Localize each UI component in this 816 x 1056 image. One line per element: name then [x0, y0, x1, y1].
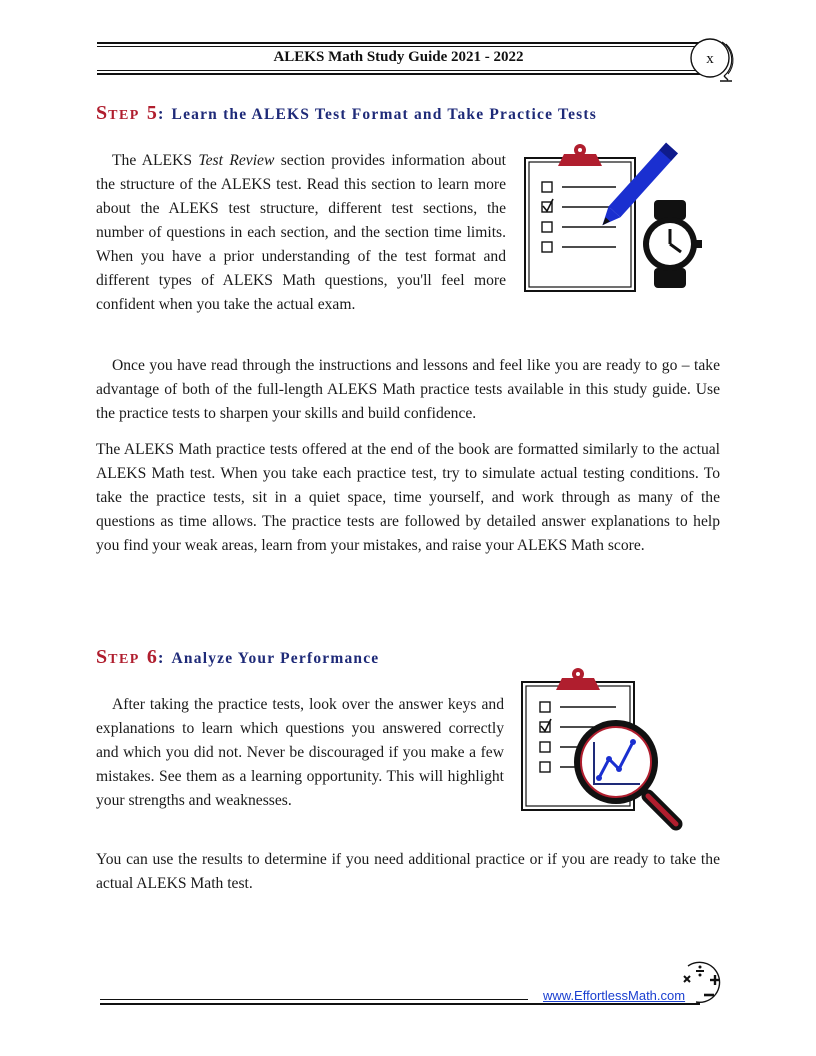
paragraph-text: section provides information about the structure of the ALEKS test. Read this section to learn more about the ALEKS test structure, different test sections, the number of questions in each section, and the section time limits. When you have a prior understanding of the test format and different types of ALEKS Math questions, you'll feel more confident when you take the actual exam.	[96, 152, 507, 313]
paragraph-emphasis: Test Review	[198, 152, 275, 169]
step-title: Learn the ALEKS Test Format and Take Practice Tests	[171, 106, 598, 123]
step-colon: :	[157, 648, 165, 667]
clipboard-pencil-watch-icon	[520, 140, 705, 292]
step-6-heading	[96, 643, 379, 670]
step-label-rest: TEP	[108, 652, 140, 667]
step-5-heading	[96, 99, 597, 126]
header-rule-bottom-thick	[97, 73, 700, 75]
header-title: ALEKS Math Study Guide 2021 - 2022	[273, 49, 524, 65]
step-5-paragraph-1	[96, 149, 506, 317]
header-rule-bottom	[97, 70, 700, 71]
clipboard-magnifier-chart-icon	[518, 664, 688, 836]
step-label-initial: S	[96, 646, 109, 668]
step-number: 6	[146, 646, 158, 668]
header-rule-top	[97, 42, 700, 44]
step-label-rest: TEP	[108, 108, 140, 123]
footer-rule-top	[100, 999, 528, 1000]
step-number: 5	[146, 102, 158, 124]
page-number: x	[706, 51, 714, 67]
step-6-paragraph-1: After taking the practice tests, look over the answer keys and explanations to learn which questions you answered correctly and which you did not. Never be discouraged if you make a few mistakes. See them as a learning opportunity. This will highlight your strengths and weaknesses.	[96, 696, 504, 809]
footer-website-link[interactable]: www.EffortlessMath.com	[543, 988, 686, 1003]
step-label-initial: S	[96, 102, 109, 124]
step-6-paragraph-2: You can use the results to determine if you need additional practice or if you are ready to take the actual ALEKS Math test.	[96, 851, 720, 892]
header-rule-top-thin	[97, 46, 700, 47]
step-5-paragraph-2: Once you have read through the instructions and lessons and feel like you are ready to go – take advantage of both of the full-length ALEKS Math practice tests available in this study guide. Use the practice tests to sharpen your skills and build confidence.	[96, 357, 720, 422]
step-colon: :	[157, 104, 165, 123]
paragraph-text: The ALEKS	[112, 152, 199, 169]
step-title: Analyze Your Performance	[171, 650, 380, 667]
step-5-paragraph-3: The ALEKS Math practice tests offered at the end of the book are formatted similarly to the actual ALEKS Math test. When you take each practice test, try to simulate actual testing conditions. To take the practice tests, sit in a quiet space, time yourself, and work through as many of the questions as time allows. The practice tests are followed by detailed answer explanations to help you find your weak areas, learn from your mistakes, and raise your ALEKS Math score.	[96, 441, 720, 554]
footer-rule-bottom	[100, 1003, 700, 1005]
